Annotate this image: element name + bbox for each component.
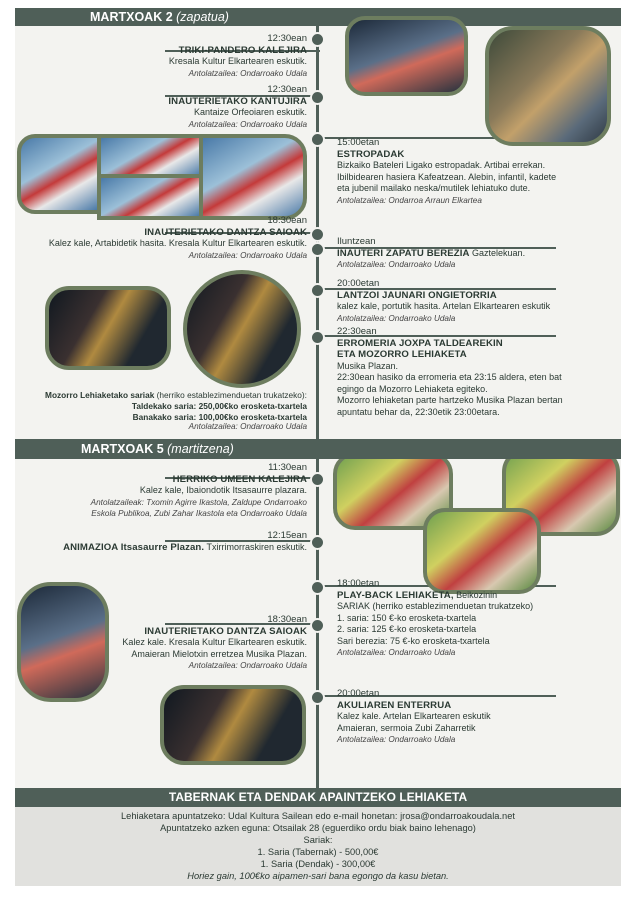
event-time: 18:30ean bbox=[267, 614, 307, 625]
timeline-dot bbox=[310, 227, 325, 242]
event-organizer: Antolatzailea: Ondarroako Udala bbox=[337, 260, 456, 269]
event-title-rest: Gaztelekuan. bbox=[469, 247, 526, 258]
event-desc: 1. saria: 150 €-ko erosketa-txartela bbox=[337, 612, 477, 623]
day-header-1 bbox=[15, 8, 621, 26]
photo-estropadak-3 bbox=[97, 174, 203, 220]
event-time: 15:00etan bbox=[337, 137, 380, 148]
photo-estropadak-1 bbox=[17, 134, 101, 214]
prizes-heading: Mozorro Lehiaketako sariak bbox=[45, 390, 155, 400]
photo-mielotxin bbox=[17, 582, 109, 702]
timeline-dot bbox=[310, 242, 325, 257]
day-weekday: (martitzena) bbox=[167, 442, 234, 456]
event-desc: Musika Plazan. bbox=[337, 360, 399, 371]
timeline-dot bbox=[310, 580, 325, 595]
photo-triki-pandero bbox=[345, 16, 468, 96]
poster bbox=[15, 8, 621, 886]
timeline-dot bbox=[310, 132, 325, 147]
event-title: HERRIKO UMEEN KALEJIRA bbox=[172, 473, 307, 485]
timeline-dot bbox=[310, 472, 325, 487]
event-time: 12:30ean bbox=[267, 84, 307, 95]
prizes-heading-rest: (herriko establezimenduetan trukatzeko): bbox=[154, 390, 307, 400]
contest-line: Sariak: bbox=[303, 835, 333, 845]
event-title: PLAY-BACK LEHIAKETA, bbox=[337, 589, 454, 601]
event-erromeria bbox=[337, 326, 615, 418]
event-inauteri-zapatu bbox=[337, 236, 607, 271]
event-title: INAUTERIETAKO KANTUJIRA bbox=[168, 95, 307, 107]
event-desc: Amaieran, sermoia Zubi Zaharretik bbox=[337, 722, 476, 733]
event-lantzoi bbox=[337, 278, 607, 324]
event-desc: SARIAK (herriko establezimenduetan trukatzeko) bbox=[337, 601, 534, 611]
event-organizer: Antolatzailea: Ondarroako Udala bbox=[188, 119, 307, 129]
photo-lantzoi bbox=[183, 270, 301, 388]
event-time: 20:00etan bbox=[337, 278, 380, 289]
event-title-line2: ETA MOZORRO LEHIAKETA bbox=[337, 349, 467, 360]
event-title: INAUTERI ZAPATU BEREZIA bbox=[337, 247, 470, 259]
event-play-back bbox=[337, 578, 607, 659]
timeline-dot bbox=[310, 32, 325, 47]
event-desc: Bizkaiko Bateleri Ligako estropadak. Artibai errekan. bbox=[337, 160, 546, 170]
contest-line: 1. Saria (Tabernak) - 500,00€ bbox=[257, 847, 379, 857]
event-desc: Sari berezia: 75 €-ko erosketa-txartela bbox=[337, 635, 490, 646]
photo-akulia bbox=[160, 685, 306, 765]
event-organizer: Antolatzailea: Ondarroako Udala bbox=[188, 68, 307, 78]
event-desc: Amaieran Mielotxin erretzea Musika Plazan. bbox=[131, 648, 307, 659]
event-desc: Mozorro lehiaketan parte hartzeko Musika Plazan bertan bbox=[337, 395, 563, 405]
event-organizer: Antolatzailea: Ondarroako Udala bbox=[337, 735, 456, 744]
event-time: 18:30ean bbox=[267, 215, 307, 226]
event-title: INAUTERIETAKO DANTZA SAIOAK bbox=[144, 625, 307, 637]
event-time: 18:00etan bbox=[337, 578, 380, 589]
event-time: 22:30ean bbox=[337, 326, 377, 337]
event-desc: apuntatu behar da, 22:30etik 23:00etara. bbox=[337, 406, 500, 417]
day-date: MARTXOAK 2 bbox=[90, 10, 173, 24]
event-organizer: Antolatzailea: Ondarroako Udala bbox=[337, 313, 456, 323]
event-title: AKULIAREN ENTERRUA bbox=[337, 699, 452, 711]
event-desc: kalez kale, portutik hasita. Artelan Elkartearen eskutik bbox=[337, 301, 551, 311]
event-desc: Kantaize Orfeoiaren eskutik. bbox=[193, 107, 307, 117]
event-dantza-saioak-1 bbox=[17, 215, 307, 261]
photo-estropadak-4 bbox=[199, 134, 307, 220]
timeline-dot bbox=[310, 330, 325, 345]
timeline-dot bbox=[310, 90, 325, 105]
event-triki-pandero bbox=[95, 33, 307, 79]
day-header-2 bbox=[15, 439, 621, 459]
event-organizer: Antolatzailea: Ondarroako Udala bbox=[188, 422, 307, 432]
decoration-contest bbox=[15, 788, 621, 886]
event-time: 12:15ean bbox=[267, 530, 307, 541]
event-time: 12:30ean bbox=[267, 33, 307, 44]
contest-note: Horiez gain, 100€ko aipamen-sari bana egongo da kasu bietan. bbox=[187, 871, 449, 881]
event-title: TRIKI-PANDERO KALEJIRA bbox=[178, 44, 307, 56]
event-title-rest: Txirrimorraskiren eskutik. bbox=[204, 541, 307, 552]
event-time: 11:30ean bbox=[268, 462, 307, 473]
event-kantujira bbox=[95, 84, 307, 130]
prize-line: Banakako saria: 100,00€ko erosketa-txartela bbox=[132, 411, 307, 422]
event-desc: Kalez kale. Artelan Elkartearen eskutik bbox=[337, 711, 491, 721]
event-organizer: Eskola Publikoa, Zubi Zahar Ikastola eta Ondarroako Udala bbox=[91, 509, 307, 518]
event-desc: Kalez kale, Artabidetik hasita. Kresala Kultur Elkartearen eskutik. bbox=[48, 238, 307, 248]
event-organizer: Antolatzailea: Ondarroako Udala bbox=[337, 648, 456, 657]
event-animazioa bbox=[17, 530, 307, 553]
event-desc: eta jubenil mailako neska/mutilek lehiatuko dute. bbox=[337, 183, 531, 193]
event-title-rest: Beikozinin bbox=[453, 589, 498, 600]
timeline-dot bbox=[310, 535, 325, 550]
event-organizer: Antolatzailea: Ondarroako Udala bbox=[188, 661, 307, 670]
event-title: ANIMAZIOA Itsasaurre Plazan. bbox=[63, 541, 205, 553]
event-organizer: Antolatzailea: Ondarroa Arraun Elkartea bbox=[337, 195, 482, 205]
event-organizer: Antolatzailea: Ondarroako Udala bbox=[188, 250, 307, 260]
contest-line: 1. Saria (Dendak) - 300,00€ bbox=[260, 859, 376, 869]
event-estropadak bbox=[337, 137, 607, 206]
event-desc: egingo da Mozorro Lehiaketa egiteko. bbox=[337, 383, 488, 394]
photo-dantza-saioak bbox=[45, 286, 171, 370]
event-title: ESTROPADAK bbox=[337, 148, 405, 160]
event-desc: Kalez kale. Kresala Kultur Elkartearen eskutik. bbox=[122, 637, 307, 647]
event-time: 20:00etan bbox=[337, 688, 380, 699]
timeline-dot bbox=[310, 690, 325, 705]
event-desc: Kresala Kultur Elkartearen eskutik. bbox=[168, 56, 307, 66]
event-time: Iluntzean bbox=[337, 236, 376, 247]
day-weekday: (zapatua) bbox=[176, 10, 229, 24]
contest-line: Lehiaketara apuntatzeko: Udal Kultura Sailean edo e-mail honetan: jrosa@ondarroakoudala.net bbox=[121, 811, 515, 821]
event-organizer: Antolatzaileak: Txomin Agirre Ikastola, Zaldupe Ondarroako bbox=[90, 497, 307, 507]
event-desc: 2. saria: 125 €-ko erosketa-txartela bbox=[337, 624, 477, 634]
event-title: LANTZOI JAUNARI ONGIETORRIA bbox=[337, 289, 497, 301]
event-desc: 22:30ean hasiko da erromeria eta 23:15 aldera, eten bat bbox=[337, 372, 562, 382]
day-date: MARTXOAK 5 bbox=[81, 442, 164, 456]
event-title: ERROMERIA JOXPA TALDEAREKIN bbox=[337, 337, 503, 349]
mozorro-prizes bbox=[17, 390, 307, 433]
photo-kantujira bbox=[485, 26, 611, 146]
event-desc: Ibilbidearen hasiera Kafeatzean. Alebin, infantil, kadete bbox=[337, 171, 557, 182]
timeline-dot bbox=[310, 618, 325, 633]
event-dantza-saioak-2 bbox=[110, 614, 307, 672]
contest-line: Apuntatzeko azken eguna: Otsailak 28 (eguerdiko ordu biak baino lehenago) bbox=[160, 823, 476, 833]
event-umeen-kalejira bbox=[17, 462, 307, 520]
contest-title: TABERNAK ETA DENDAK APAINTZEKO LEHIAKETA bbox=[15, 788, 621, 807]
event-title: INAUTERIETAKO DANTZA SAIOAK bbox=[144, 226, 307, 238]
timeline-dot bbox=[310, 283, 325, 298]
event-desc: Kalez kale, Ibaiondotik Itsasaurre plazara. bbox=[139, 485, 307, 495]
event-akulia bbox=[337, 688, 607, 746]
prize-line: Taldekako saria: 250,00€ko erosketa-txartela bbox=[131, 400, 307, 411]
